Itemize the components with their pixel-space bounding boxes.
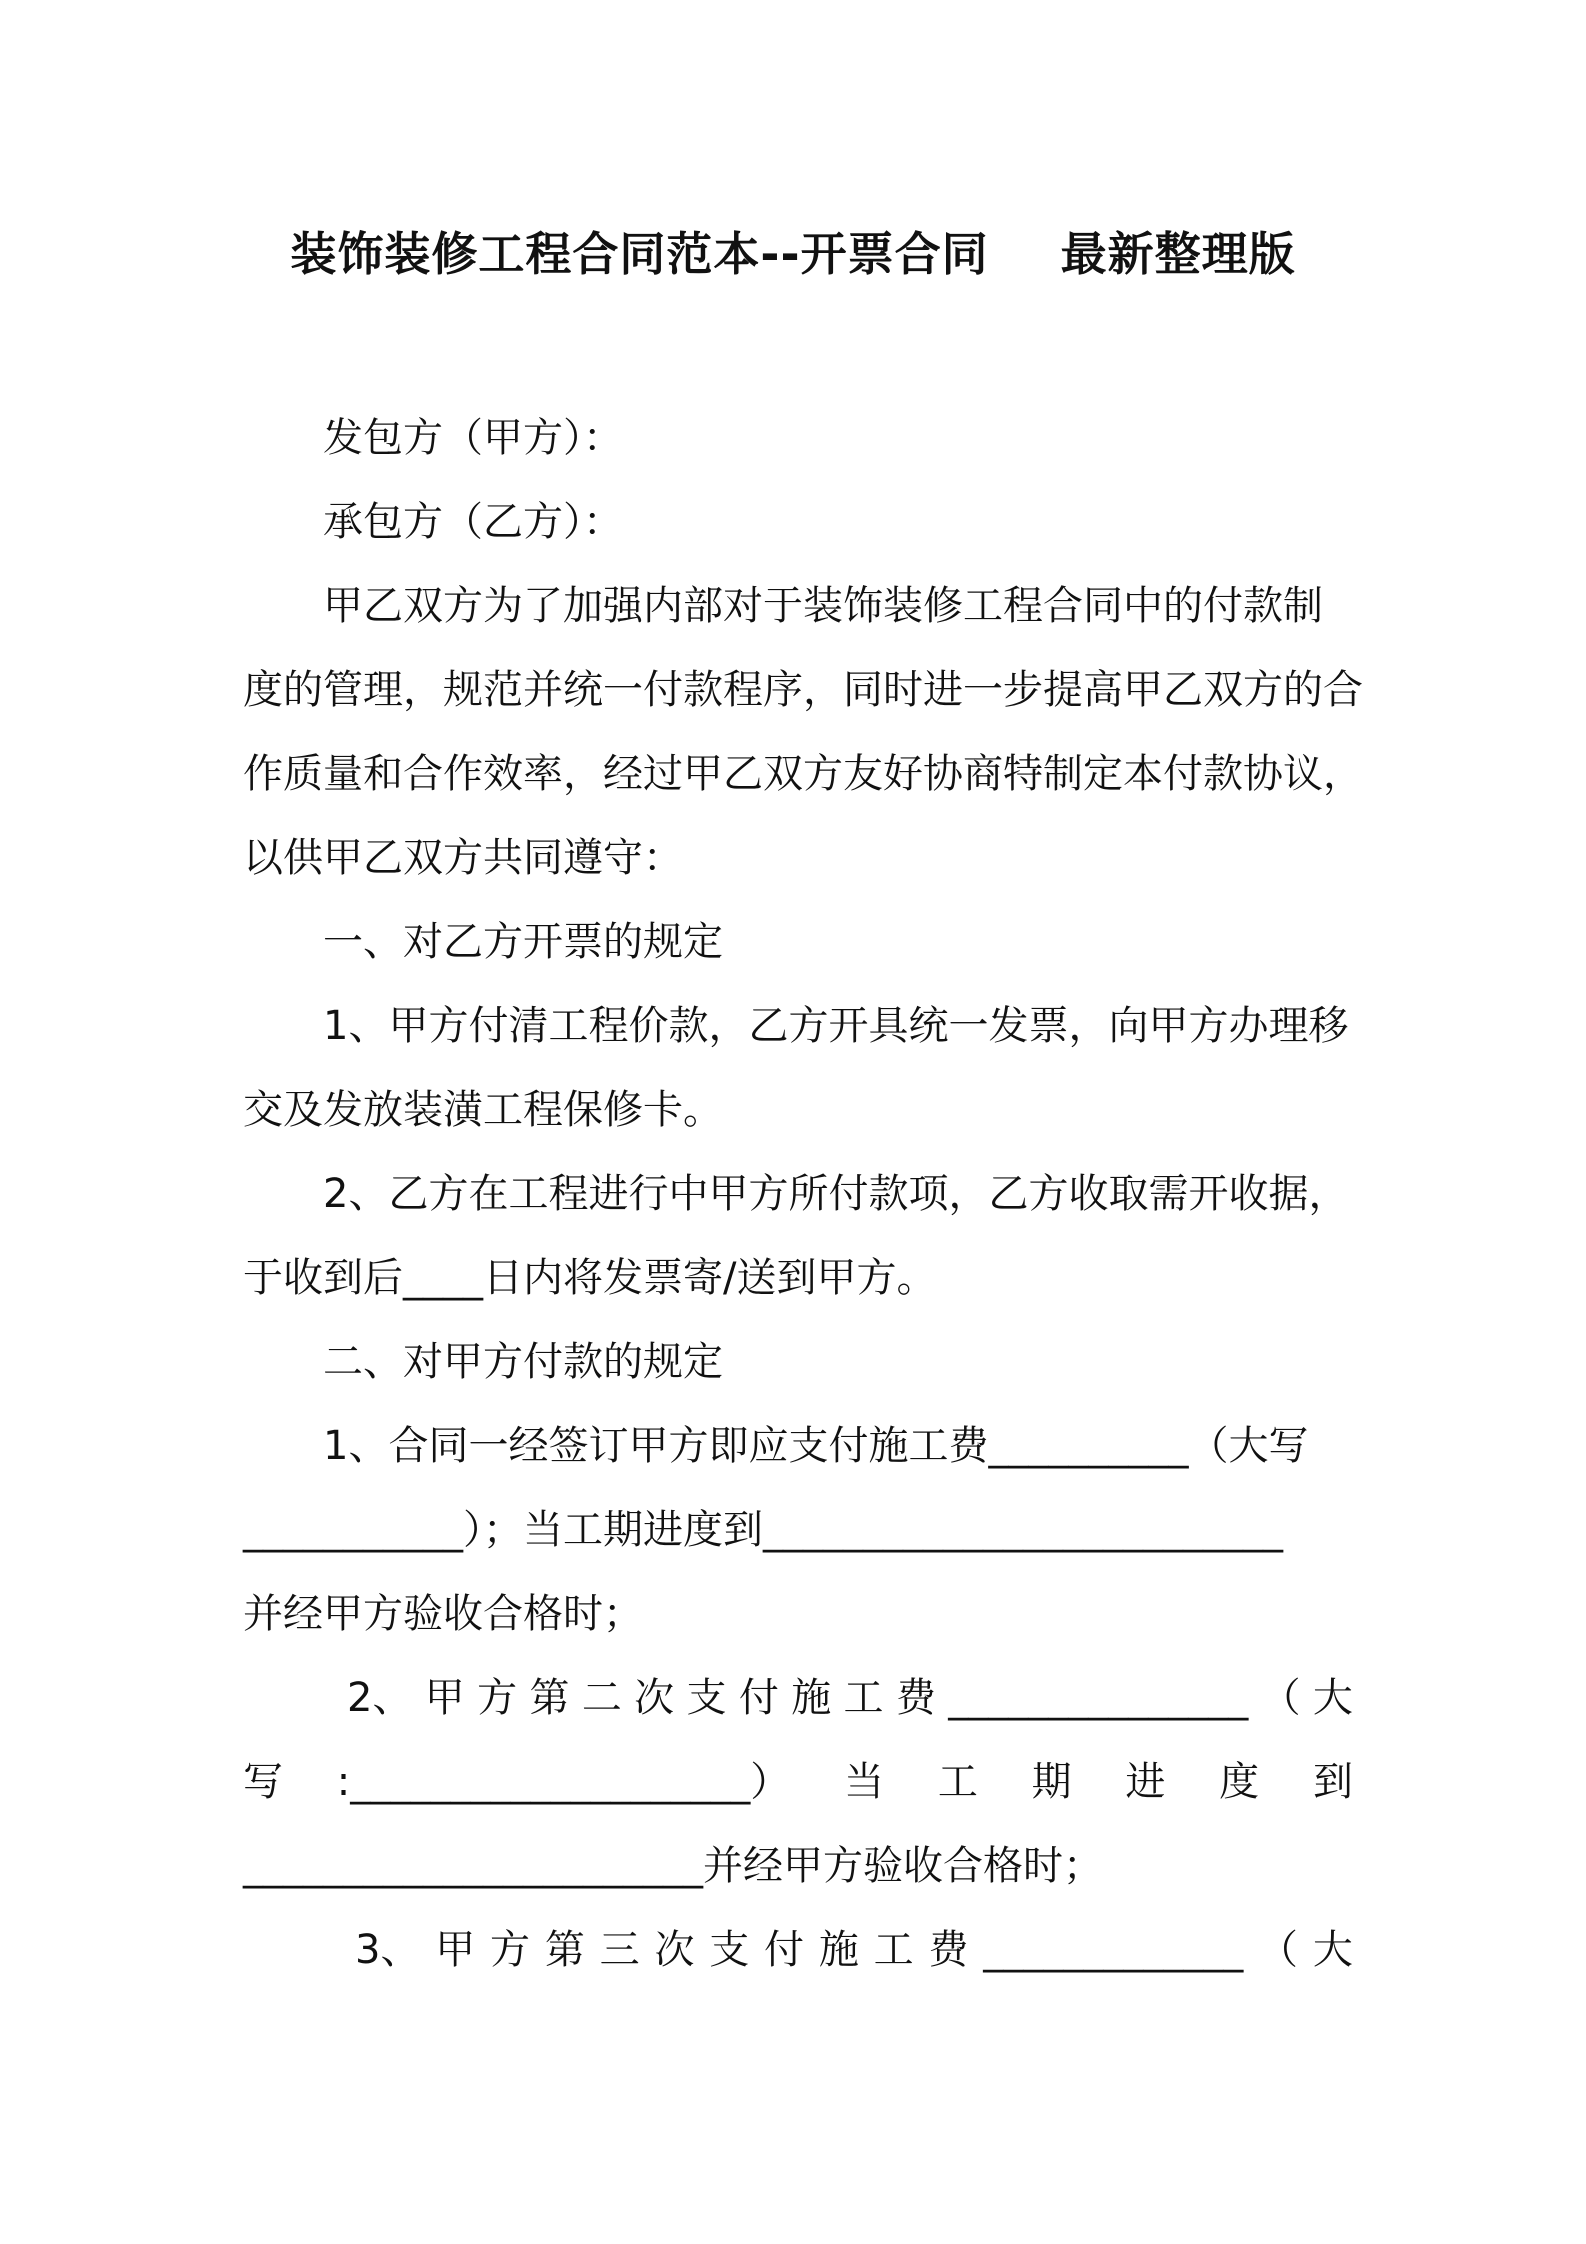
document-title [0, 218, 1586, 284]
section1-item2-line-1: 2、乙方在工程进行中甲方所付款项，乙方收取需开收据， [323, 1171, 1349, 1217]
text-run: :____________________） [336, 1759, 791, 1805]
title-main: 装饰装修工程合同范本--开票合同 [290, 227, 989, 281]
text-run: 3、 [355, 1927, 421, 1973]
text-run: 工 [843, 1675, 884, 1721]
section2-item1-line-1: 1、合同一经签订甲方即应支付施工费__________（大写 [323, 1423, 1309, 1469]
intro-line-3: 作质量和合作效率，经过甲乙双方友好协商特制定本付款协议， [243, 751, 1363, 797]
text-run: 第 [529, 1675, 570, 1721]
text-run: 付 [764, 1927, 805, 1973]
text-run: 支 [686, 1675, 727, 1721]
text-run: 2、 [347, 1675, 413, 1721]
text-run: 次 [654, 1927, 695, 1973]
section1-heading: 一、对乙方开票的规定 [323, 919, 723, 965]
party-a-label: 发包方（甲方）： [323, 415, 623, 461]
section2-item2-line-3: _______________________并经甲方验收合格时； [243, 1843, 1103, 1889]
text-run: 甲 [435, 1927, 476, 1973]
text-run: _____________ [983, 1927, 1244, 1973]
text-run: 施 [791, 1675, 832, 1721]
text-run: 度 [1219, 1759, 1260, 1805]
text-run: 工 [873, 1927, 914, 1973]
text-run: 写 [243, 1759, 283, 1805]
text-run: 第 [544, 1927, 585, 1973]
text-run: 次 [634, 1675, 675, 1721]
text-run: 费 [928, 1927, 969, 1973]
text-run: 支 [709, 1927, 750, 1973]
text-run: （ [1260, 1675, 1301, 1721]
text-run: 到 [1312, 1759, 1353, 1805]
text-run: 费 [895, 1675, 936, 1721]
text-run: _______________ [948, 1675, 1249, 1721]
text-run: 当 [844, 1759, 885, 1805]
text-run: 二 [581, 1675, 622, 1721]
text-run: 三 [599, 1927, 640, 1973]
text-run: 方 [477, 1675, 518, 1721]
text-run: 甲 [424, 1675, 465, 1721]
party-b-label: 承包方（乙方）： [323, 499, 623, 545]
section2-item1-line-2: ___________）；当工期进度到__________________________ [243, 1507, 1283, 1553]
section2-heading: 二、对甲方付款的规定 [323, 1339, 723, 1385]
title-suffix: 最新整理版 [1060, 227, 1296, 281]
intro-line-4: 以供甲乙双方共同遵守： [243, 835, 683, 881]
text-run: 施 [818, 1927, 859, 1973]
section2-item1-line-3: 并经甲方验收合格时； [243, 1591, 643, 1637]
text-run: 大 [1312, 1675, 1353, 1721]
text-run: 工 [937, 1759, 978, 1805]
text-run: 大 [1312, 1927, 1353, 1973]
section1-item2-line-2: 于收到后____日内将发票寄/送到甲方。 [243, 1255, 937, 1301]
text-run: 期 [1031, 1759, 1072, 1805]
section1-item1-line-2: 交及发放装潢工程保修卡。 [243, 1087, 723, 1133]
section2-item2-line-1 [243, 1672, 1353, 1724]
section2-item3-line-1 [243, 1924, 1353, 1976]
section2-item2-line-2 [243, 1756, 1353, 1808]
intro-line-2: 度的管理，规范并统一付款程序，同时进一步提高甲乙双方的合 [243, 667, 1363, 713]
section1-item1-line-1: 1、甲方付清工程价款，乙方开具统一发票，向甲方办理移 [323, 1003, 1349, 1049]
intro-line-1: 甲乙双方为了加强内部对于装饰装修工程合同中的付款制 [323, 583, 1323, 629]
text-run: 进 [1125, 1759, 1166, 1805]
text-run: （ [1258, 1927, 1299, 1973]
text-run: 付 [738, 1675, 779, 1721]
text-run: 方 [490, 1927, 531, 1973]
